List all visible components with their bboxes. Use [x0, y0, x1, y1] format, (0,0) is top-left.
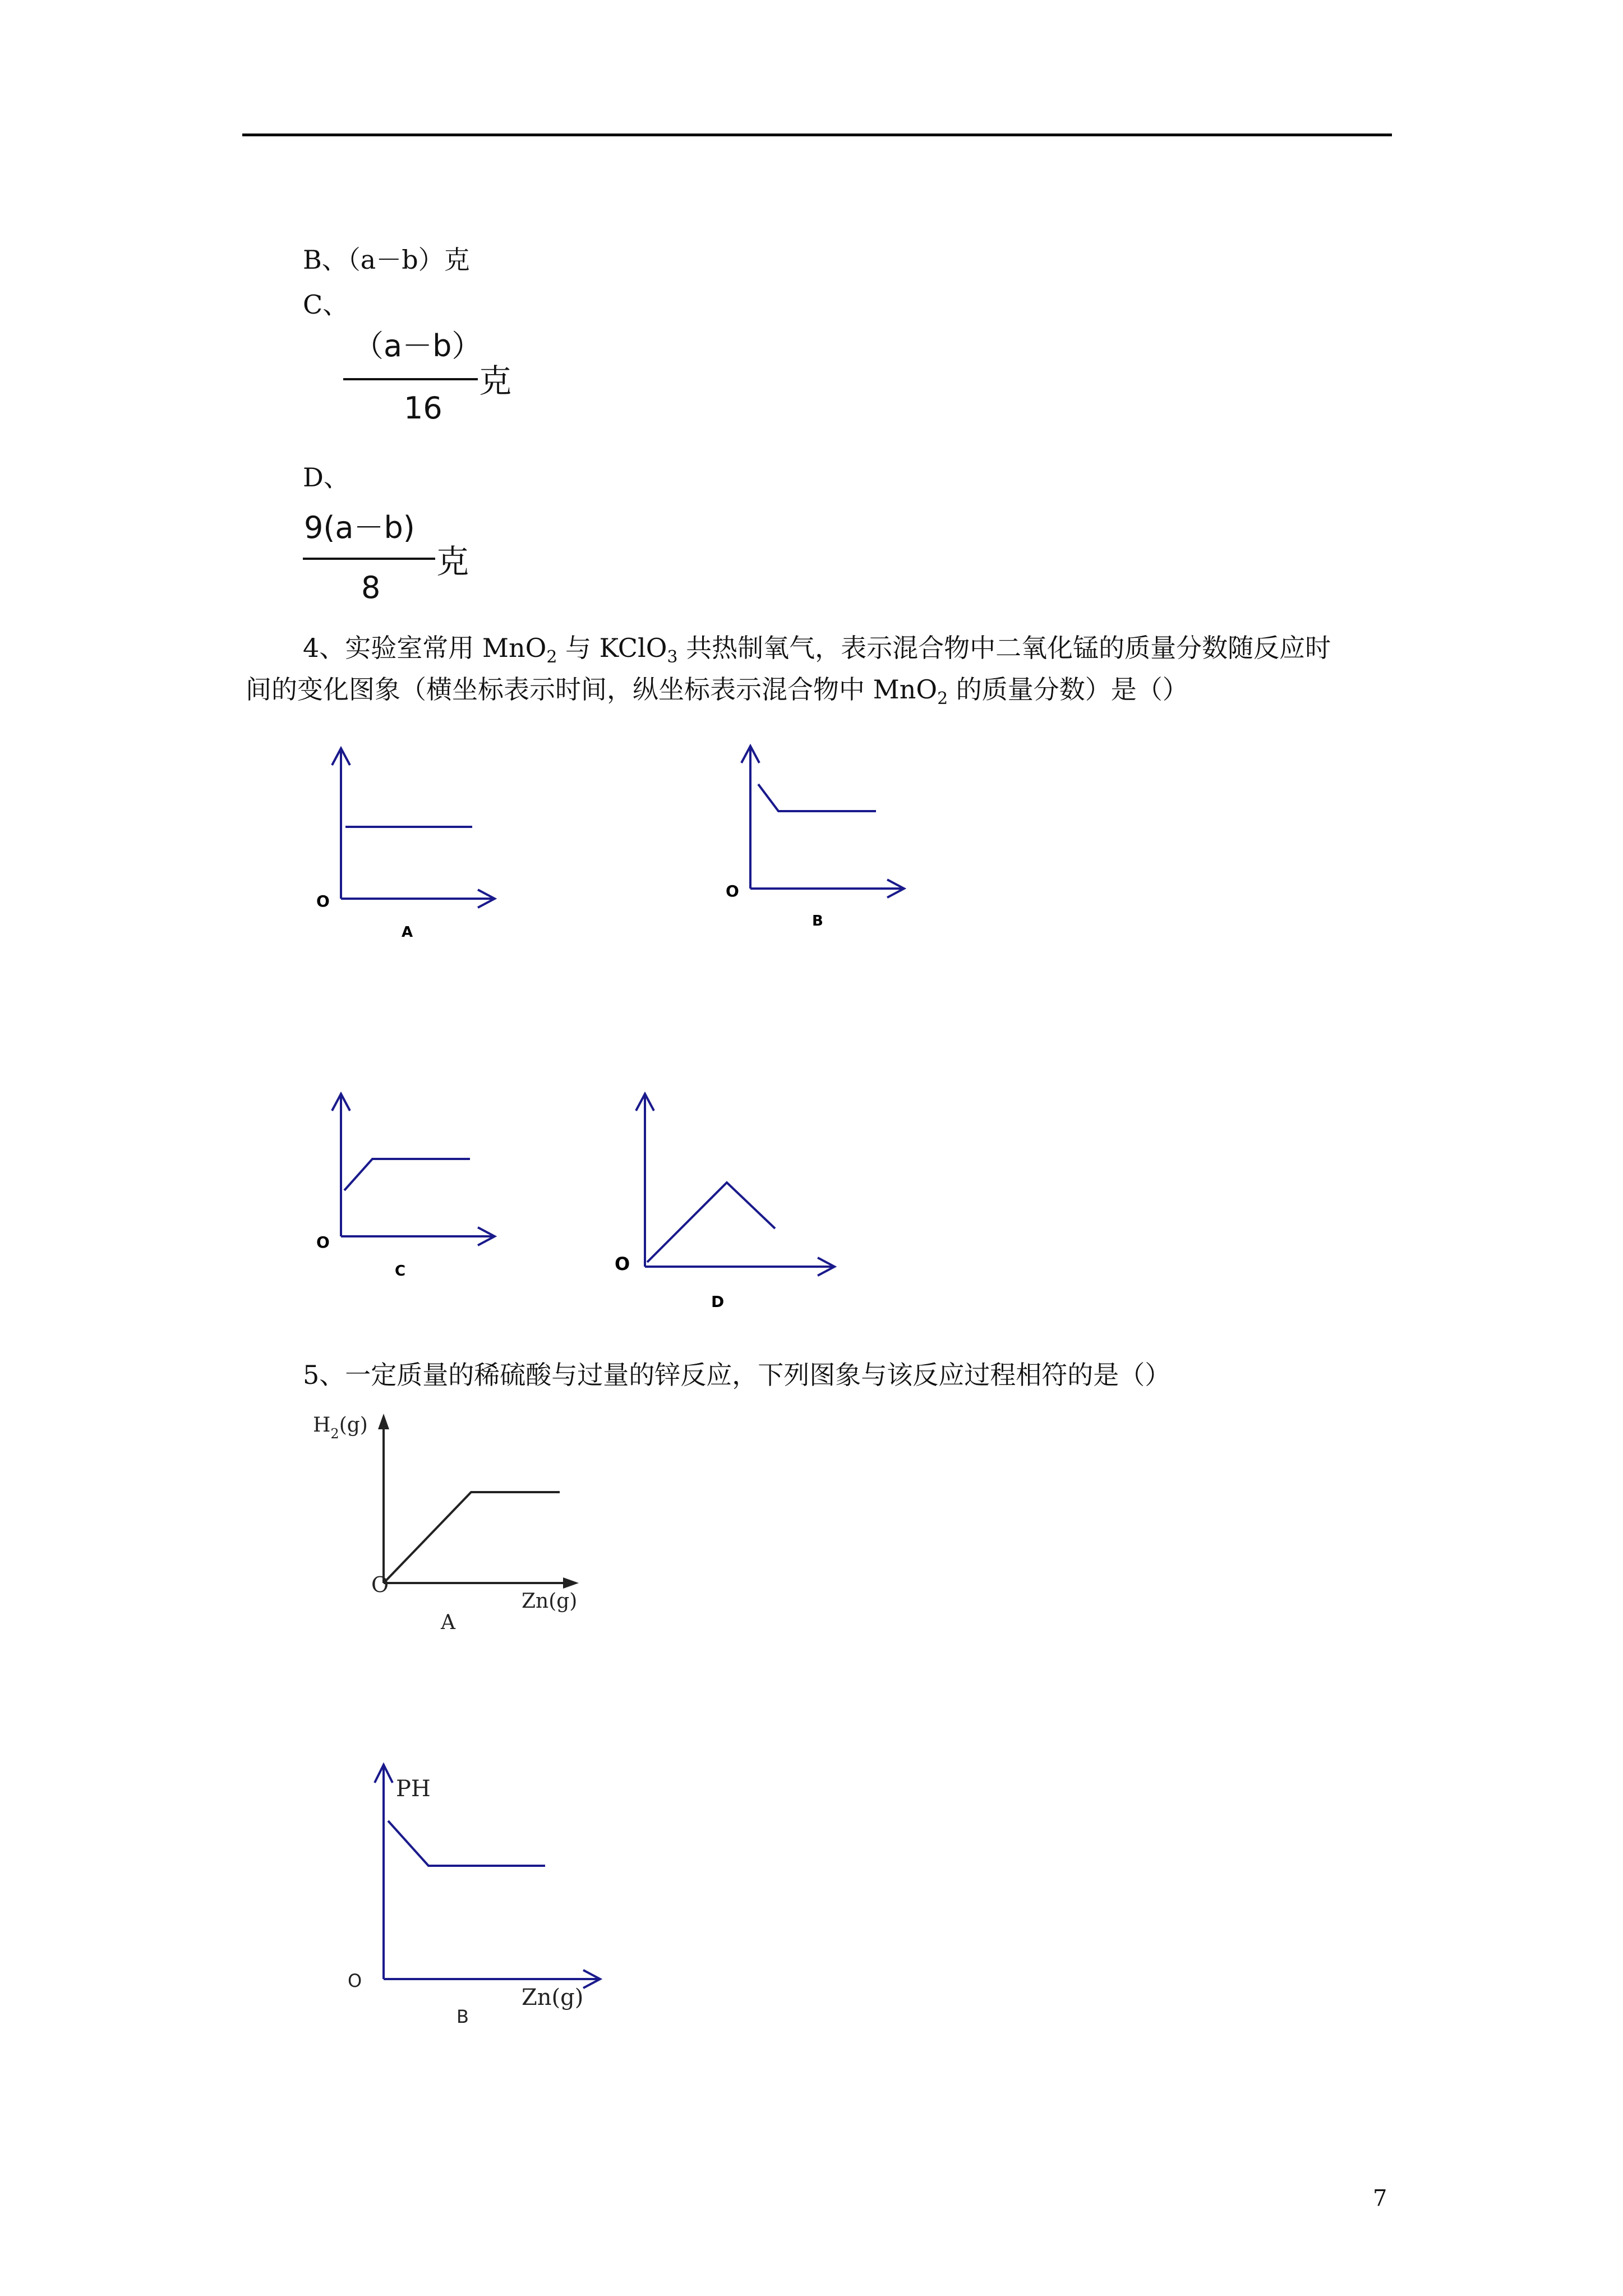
question-4-line-2 — [246, 674, 1188, 709]
option-c-label: C、 — [303, 289, 349, 320]
y-axis-label: PH — [396, 1776, 431, 1802]
q4-subscript: 3 — [667, 647, 678, 668]
q4-subscript: 2 — [937, 689, 948, 709]
data-line — [344, 1159, 470, 1190]
ylabel-main: H — [313, 1414, 331, 1437]
q5-graph-b — [336, 1756, 617, 2047]
y-axis-arrowhead — [378, 1414, 389, 1429]
data-line — [647, 1182, 775, 1262]
fraction-bar — [343, 378, 478, 380]
origin-label: O — [371, 1572, 389, 1597]
q4-text-part: 共热制氧气，表示混合物中二氧化锰的质量分数随反应时 — [677, 633, 1331, 663]
origin-label: O — [316, 892, 330, 910]
fraction-unit: 克 — [436, 542, 469, 581]
data-line — [758, 784, 876, 811]
origin-label: O — [316, 1233, 330, 1251]
q4-text-part: 间的变化图象（横坐标表示时间，纵坐标表示混合物中 MnO — [246, 674, 938, 705]
q4-text-part: 的质量分数）是（） — [948, 674, 1188, 705]
fraction-denominator: 8 — [361, 570, 381, 605]
q4-text-part: 4、实验室常用 MnO — [303, 633, 547, 663]
x-axis-label: Zn(g) — [522, 1985, 584, 2010]
fraction-numerator: 9(a－b) — [304, 510, 415, 545]
data-line — [384, 1492, 560, 1583]
fraction-bar — [303, 558, 435, 560]
graph-label: D — [711, 1292, 725, 1311]
question-4-line-1 — [303, 633, 1331, 668]
q4-text-part: 与 KClO — [557, 633, 667, 663]
x-axis-label: Zn(g) — [522, 1590, 578, 1613]
option-c-fraction — [343, 322, 523, 434]
page-number: 7 — [1373, 2185, 1387, 2211]
q4-graph-d — [611, 1088, 841, 1324]
graph-label: A — [441, 1611, 455, 1634]
option-d-fraction — [303, 504, 482, 616]
q4-subscript: 2 — [546, 647, 557, 668]
data-line — [388, 1821, 545, 1866]
q4-graph-b — [712, 738, 914, 940]
fraction-unit: 克 — [479, 362, 512, 400]
fraction-numerator: （a－b） — [353, 328, 482, 364]
fraction-denominator: 16 — [404, 390, 442, 426]
option-d-label: D、 — [303, 462, 349, 493]
ylabel-rest: (g) — [339, 1414, 368, 1437]
ylabel-subscript: 2 — [330, 1426, 339, 1442]
header-rule — [242, 134, 1392, 136]
origin-label: O — [348, 1970, 362, 1991]
graph-label: B — [812, 913, 823, 930]
q5-graph-a — [308, 1407, 600, 1642]
y-axis-label — [313, 1414, 368, 1442]
graph-label: B — [457, 2006, 469, 2027]
q4-graph-a — [303, 740, 505, 954]
option-b: B、（a－b）克 — [303, 245, 470, 275]
origin-label: O — [726, 882, 739, 900]
graph-label: A — [402, 924, 413, 941]
question-5: 5、一定质量的稀硫酸与过量的锌反应，下列图象与该反应过程相符的是（） — [303, 1360, 1171, 1390]
origin-label: O — [615, 1253, 630, 1274]
x-axis-arrowhead — [563, 1577, 579, 1589]
q4-graph-c — [303, 1088, 505, 1290]
graph-label: C — [395, 1263, 406, 1280]
